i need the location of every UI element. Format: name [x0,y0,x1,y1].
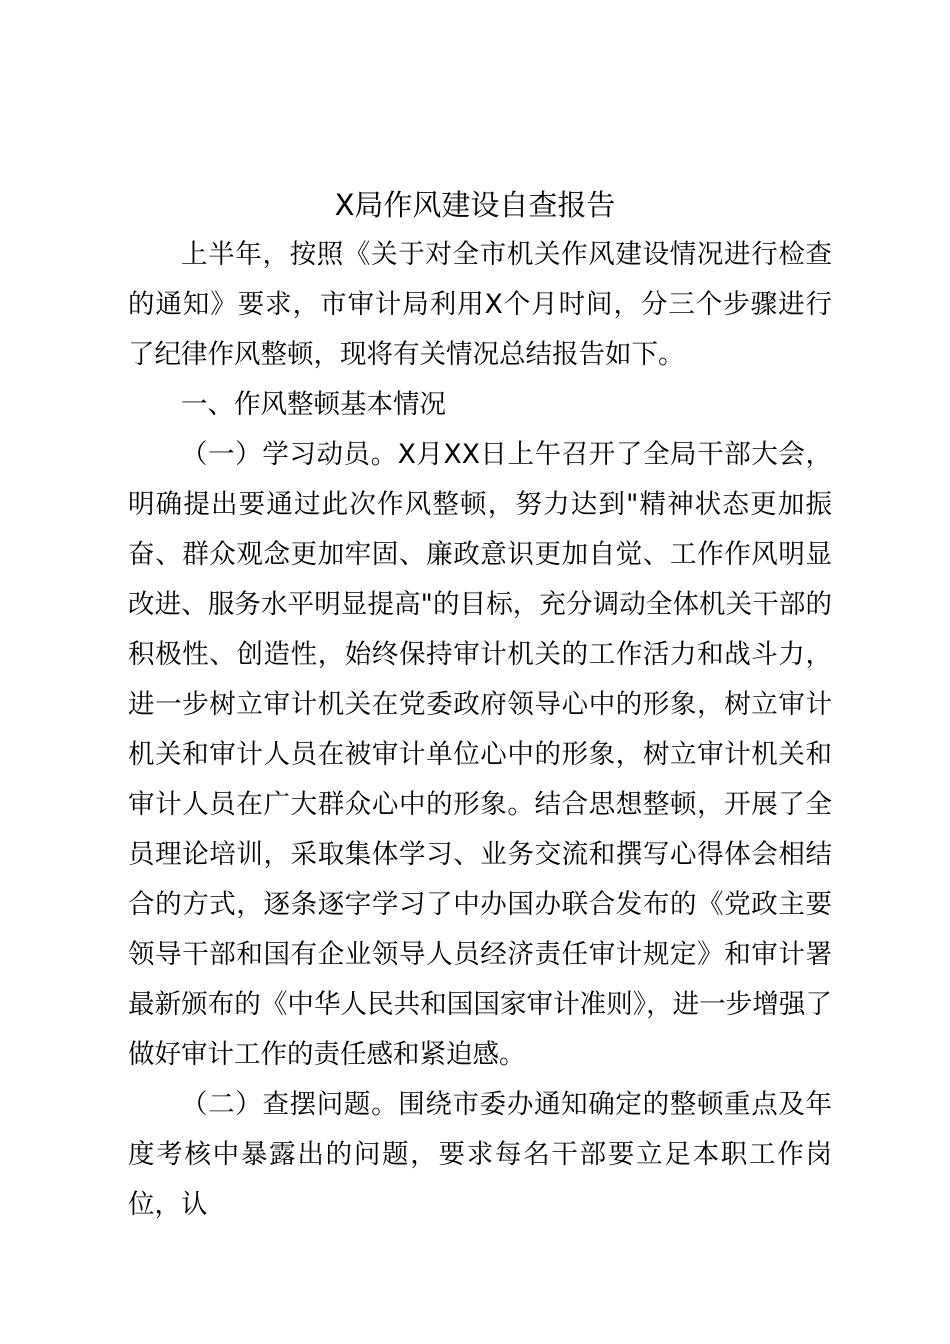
paragraph-study: （一）学习动员。X月XX日上午召开了全局干部大会，明确提出要通过此次作风整顿，努力达到"精神状态更加振奋、群众观念更加牢固、廉政意识更加自觉、工作作风明显改进、服务水平明显提高"的目标，充分调动全体机关干部的积极性、创造性，始终保持审计机关的工作活力和战斗力，进一步树立审计机关在党委政府领导心中的形象，树立审计机关和审计人员在被审计单位心中的形象，树立审计机关和审计人员在广大群众心中的形象。结合思想整顿，开展了全员理论培训，采取集体学习、业务交流和撰写心得体会相结合的方式，逐条逐字学习了中办国办联合发布的《党政主要领导干部和国有企业领导人员经济责任审计规定》和审计署最新颁布的《中华人民共和国国家审计准则》，进一步增强了做好审计工作的责任感和紧迫感。 [128,439,832,1070]
document-title: X局作风建设自查报告 [334,188,616,222]
document-body [128,230,832,1230]
paragraph-problems: （二）查摆问题。围绕市委办通知确定的整顿重点及年度考核中暴露出的问题，要求每名干部要立足本职工作岗位，认 [128,1089,832,1220]
paragraph-intro: 上半年，按照《关于对全市机关作风建设情况进行检查的通知》要求，市审计局利用X个月时间，分三个步骤进行了纪律作风整顿，现将有关情况总结报告如下。 [128,239,832,370]
section-heading: 一、作风整顿基本情况 [181,389,446,420]
